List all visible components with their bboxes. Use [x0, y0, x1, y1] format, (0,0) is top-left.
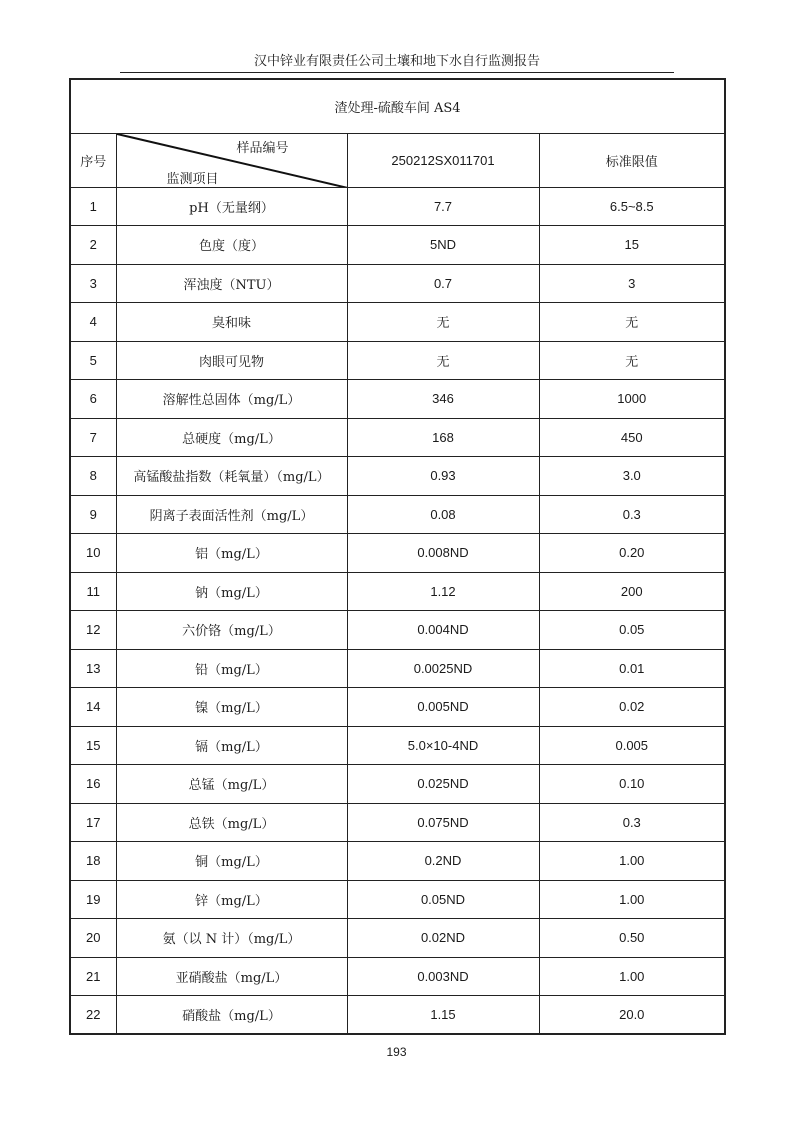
row-value: 1.12 — [347, 572, 539, 611]
table-header-row — [70, 133, 725, 187]
row-limit: 1.00 — [539, 880, 725, 919]
row-index: 3 — [70, 264, 116, 303]
row-value: 0.08 — [347, 495, 539, 534]
row-limit: 无 — [539, 303, 725, 342]
table-row — [70, 303, 725, 342]
row-value: 5ND — [347, 226, 539, 265]
row-value: 0.004ND — [347, 611, 539, 650]
row-limit: 1.00 — [539, 957, 725, 996]
table-row — [70, 534, 725, 573]
row-index: 17 — [70, 803, 116, 842]
table-row — [70, 803, 725, 842]
row-item: 臭和味 — [116, 303, 347, 342]
row-limit: 0.005 — [539, 726, 725, 765]
row-limit: 0.01 — [539, 649, 725, 688]
row-limit: 1.00 — [539, 842, 725, 881]
row-limit: 200 — [539, 572, 725, 611]
row-limit: 0.20 — [539, 534, 725, 573]
row-item: 氨（以 N 计）（mg/L） — [116, 919, 347, 958]
table-row — [70, 226, 725, 265]
diagonal-header-item: 监测项目 — [166, 171, 219, 187]
row-item: 铝（mg/L） — [116, 534, 347, 573]
table-row — [70, 880, 725, 919]
header-rule — [120, 72, 674, 73]
table-row — [70, 688, 725, 727]
row-limit: 0.10 — [539, 765, 725, 804]
row-item: 六价铬（mg/L） — [116, 611, 347, 650]
column-header-sample: 250212SX011701 — [347, 133, 539, 187]
row-index: 18 — [70, 842, 116, 881]
row-limit: 1000 — [539, 380, 725, 419]
row-item: 镍（mg/L） — [116, 688, 347, 727]
row-value: 5.0×10-4ND — [347, 726, 539, 765]
row-value: 0.2ND — [347, 842, 539, 881]
row-index: 21 — [70, 957, 116, 996]
row-index: 9 — [70, 495, 116, 534]
row-value: 0.93 — [347, 457, 539, 496]
table-row — [70, 187, 725, 226]
row-index: 6 — [70, 380, 116, 419]
table-row — [70, 264, 725, 303]
row-limit: 0.3 — [539, 803, 725, 842]
row-index: 7 — [70, 418, 116, 457]
row-index: 11 — [70, 572, 116, 611]
row-limit: 15 — [539, 226, 725, 265]
monitoring-table — [69, 78, 726, 1035]
row-item: 溶解性总固体（mg/L） — [116, 380, 347, 419]
row-limit: 无 — [539, 341, 725, 380]
row-value: 无 — [347, 303, 539, 342]
page-number: 193 — [386, 1045, 407, 1059]
table-row — [70, 380, 725, 419]
table-row — [70, 649, 725, 688]
row-item: 总硬度（mg/L） — [116, 418, 347, 457]
row-value: 168 — [347, 418, 539, 457]
row-index: 22 — [70, 996, 116, 1035]
row-index: 13 — [70, 649, 116, 688]
row-value: 0.005ND — [347, 688, 539, 727]
row-value: 0.075ND — [347, 803, 539, 842]
table-row — [70, 341, 725, 380]
column-header-index: 序号 — [70, 133, 116, 187]
table-row — [70, 919, 725, 958]
row-value: 0.025ND — [347, 765, 539, 804]
table-row — [70, 765, 725, 804]
row-item: 浑浊度（NTU） — [116, 264, 347, 303]
table-row — [70, 457, 725, 496]
row-item: 总铁（mg/L） — [116, 803, 347, 842]
row-limit: 0.02 — [539, 688, 725, 727]
row-value: 0.0025ND — [347, 649, 539, 688]
row-index: 15 — [70, 726, 116, 765]
row-value: 0.003ND — [347, 957, 539, 996]
row-index: 10 — [70, 534, 116, 573]
row-index: 2 — [70, 226, 116, 265]
row-value: 0.05ND — [347, 880, 539, 919]
row-value: 0.008ND — [347, 534, 539, 573]
row-limit: 3.0 — [539, 457, 725, 496]
table-row — [70, 996, 725, 1035]
row-value: 1.15 — [347, 996, 539, 1035]
row-value: 0.7 — [347, 264, 539, 303]
table-title-row — [70, 79, 725, 133]
row-item: 亚硝酸盐（mg/L） — [116, 957, 347, 996]
table-row — [70, 495, 725, 534]
table-row — [70, 726, 725, 765]
row-index: 20 — [70, 919, 116, 958]
table-title: 渣处理-硫酸车间 AS4 — [70, 79, 725, 133]
row-index: 8 — [70, 457, 116, 496]
row-item: 色度（度） — [116, 226, 347, 265]
table-row — [70, 572, 725, 611]
table-row — [70, 842, 725, 881]
diagonal-divider-line — [117, 134, 348, 188]
row-limit: 450 — [539, 418, 725, 457]
row-item: 镉（mg/L） — [116, 726, 347, 765]
row-index: 14 — [70, 688, 116, 727]
row-index: 12 — [70, 611, 116, 650]
row-index: 5 — [70, 341, 116, 380]
row-index: 1 — [70, 187, 116, 226]
diagonal-header-cell — [116, 133, 347, 187]
row-limit: 20.0 — [539, 996, 725, 1035]
table-row — [70, 418, 725, 457]
row-limit: 3 — [539, 264, 725, 303]
row-limit: 6.5~8.5 — [539, 187, 725, 226]
row-item: 高锰酸盐指数（耗氧量）（mg/L） — [116, 457, 347, 496]
diagonal-header-sample-id: 样品编号 — [236, 140, 289, 156]
row-limit: 0.50 — [539, 919, 725, 958]
row-limit: 0.05 — [539, 611, 725, 650]
table-row — [70, 611, 725, 650]
row-value: 7.7 — [347, 187, 539, 226]
row-limit: 0.3 — [539, 495, 725, 534]
row-item: pH（无量纲） — [116, 187, 347, 226]
row-item: 铜（mg/L） — [116, 842, 347, 881]
table-row — [70, 957, 725, 996]
row-index: 4 — [70, 303, 116, 342]
row-item: 硝酸盐（mg/L） — [116, 996, 347, 1035]
row-item: 铅（mg/L） — [116, 649, 347, 688]
row-item: 阴离子表面活性剂（mg/L） — [116, 495, 347, 534]
row-item: 钠（mg/L） — [116, 572, 347, 611]
row-value: 0.02ND — [347, 919, 539, 958]
row-value: 无 — [347, 341, 539, 380]
column-header-limit: 标准限值 — [539, 133, 725, 187]
row-item: 肉眼可见物 — [116, 341, 347, 380]
row-item: 总锰（mg/L） — [116, 765, 347, 804]
report-header-title: 汉中锌业有限责任公司土壤和地下水自行监测报告 — [253, 54, 540, 69]
row-index: 16 — [70, 765, 116, 804]
row-index: 19 — [70, 880, 116, 919]
row-value: 346 — [347, 380, 539, 419]
row-item: 锌（mg/L） — [116, 880, 347, 919]
